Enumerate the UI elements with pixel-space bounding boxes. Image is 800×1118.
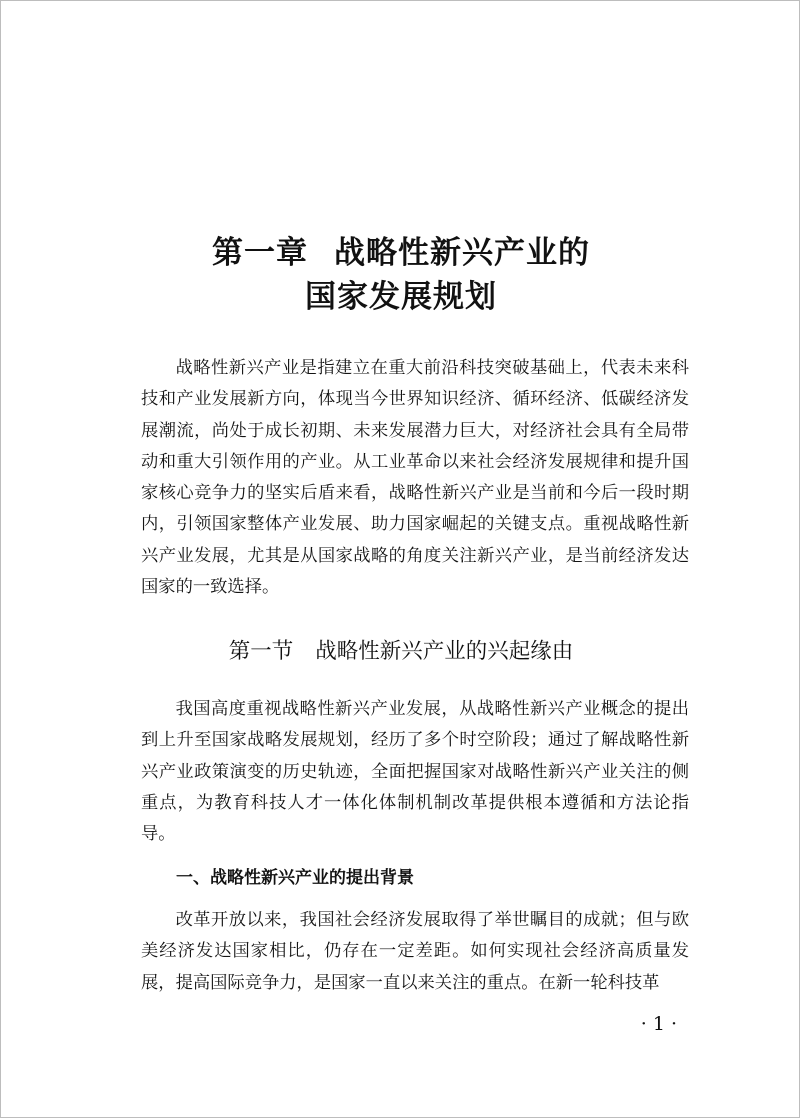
section-number: 第一节 (228, 639, 294, 664)
section-title-text: 战略性新兴产业的兴起缘由 (315, 639, 574, 664)
subsection-paragraph: 改革开放以来，我国社会经济发展取得了举世瞩目的成就；但与欧美经济发达国家相比，仍存在一定差距。如何实现社会经济高质量发展，提高国际竞争力，是国家一直以来关注的重点。在新一轮科技革 (141, 910, 689, 993)
intro-paragraph: 战略性新兴产业是指建立在重大前沿科技突破基础上，代表未来科技和产业发展新方向，体现当今世界知识经济、循环经济、低碳经济发展潮流，尚处于成长初期、未来发展潜力巨大，对经济社会具有全局带动和重大引领作用的产业。从工业革命以来社会经济发展规律和提升国家核心竞争力的坚实后盾来看，战略性新兴产业是当前和今后一段时期内，引领国家整体产业发展、助力国家崛起的关键支点。重视战略性新兴产业发展，尤其是从国家战略的角度关注新兴产业，是当前经济发达国家的一致选择。 (141, 358, 689, 598)
section-title (1, 634, 800, 665)
subsection-title: 一、战略性新兴产业的提出背景 (176, 868, 414, 888)
chapter-number: 第一章 (212, 235, 308, 271)
chapter-title-line-2: 国家发展规划 (305, 279, 497, 315)
page-number: · 1 · (640, 1013, 677, 1035)
chapter-title-text-1: 战略性新兴产业的 (334, 235, 590, 271)
chapter-title-line-1 (1, 227, 800, 272)
section-paragraph: 我国高度重视战略性新兴产业发展，从战略性新兴产业概念的提出到上升至国家战略发展规划，经历了多个时空阶段；通过了解战略性新兴产业政策演变的历史轨迹，全面把握国家对战略性新兴产业关注的侧重点，为教育科技人才一体化体制机制改革提供根本遵循和方法论指导。 (141, 699, 689, 845)
